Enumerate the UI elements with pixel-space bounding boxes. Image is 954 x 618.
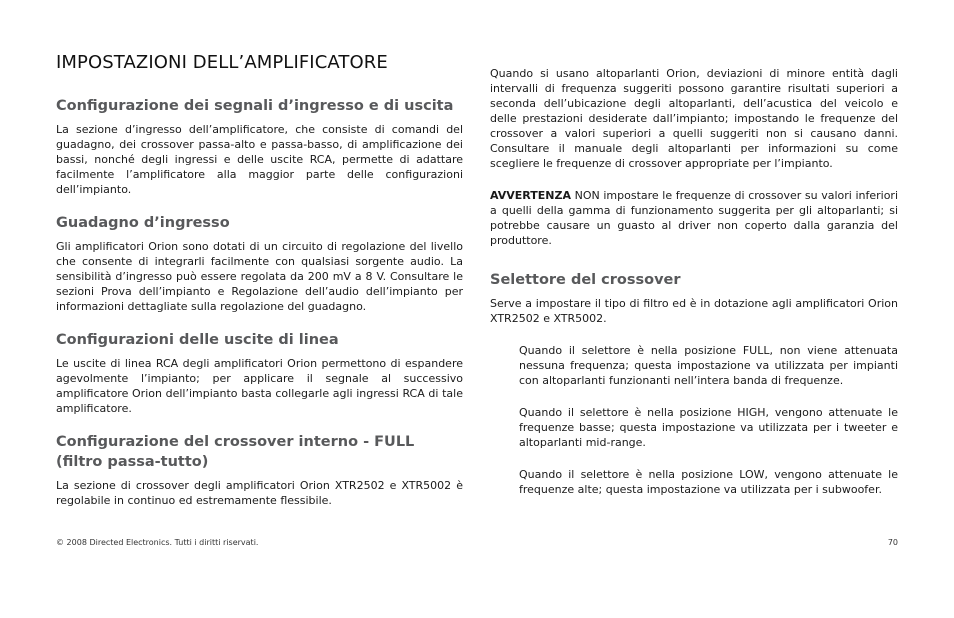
left-column: [56, 96, 463, 524]
section-line-outputs: [56, 330, 463, 416]
warning-label: AVVERTENZA: [490, 189, 571, 202]
section-input-gain: [56, 213, 463, 314]
section-io-config: [56, 96, 463, 197]
option-full: [519, 343, 898, 388]
option-high: [519, 405, 898, 450]
option-text: Quando il selettore è nella posizione HIGH, vengono attenuate le frequenze basse; questa impostazione va utilizzata per i tweeter e altoparlanti mid-range.: [519, 406, 898, 449]
warning-paragraph: [490, 188, 898, 248]
intro-text: Quando si usano altoparlanti Orion, deviazioni di minore entità dagli intervalli di frequenza suggeriti possono garantire risultati superiori a seconda dell’ubicazione degli altoparlanti, dell’acustica del veicolo e delle prestazioni desiderate dall’impianto; impostando le frequenze del crossover a valori superiori a quelli suggeriti non si causano danni. Consultare il manuale degli altoparlanti per informazioni su come scegliere le frequenze di crossover appropriate per l’impianto.: [490, 67, 898, 170]
section-text: Le uscite di linea RCA degli amplificatori Orion permettono di espandere agevolmente l’impianto; per applicare il segnale al successivo amplificatore Orion dell’impianto basta collegarle agli ingressi RCA di tale amplificatore.: [56, 357, 463, 415]
section-text: La sezione d’ingresso dell’amplificatore, che consiste di comandi del guadagno, dei crossover passa-alto e passa-basso, di amplificazione dei bassi, nonché degli ingressi e delle uscite RCA, permette di adattare facilmente l’amplificatore alla maggior parte delle configurazioni dell’impianto.: [56, 123, 463, 196]
right-column: [490, 66, 898, 514]
section-heading: Selettore del crossover: [490, 272, 681, 288]
warning-text: [490, 188, 898, 248]
copyright-notice: © 2008 Directed Electronics. Tutti i diritti riservati.: [56, 538, 259, 547]
option-text: Quando il selettore è nella posizione LOW, vengono attenuate le frequenze alte; questa impostazione va utilizzata per i subwoofer.: [519, 468, 898, 496]
section-heading: Guadagno d’ingresso: [56, 215, 230, 231]
section-text: Gli amplificatori Orion sono dotati di un circuito di regolazione del livello che consente di integrarli facilmente con qualsiasi sorgente audio. La sensibilità d’ingresso può essere regolata da 200 mV a 8 V. Consultare le sezioni Prova dell’impianto e Regolazione dell’audio dell’impianto per informazioni dettagliate sulla regolazione del guadagno.: [56, 240, 463, 313]
warning-body: NON impostare le frequenze di crossover su valori inferiori a quelli della gamma di funzionamento suggerita per gli altoparlanti; si potrebbe causare un guasto al driver non coperto dalla garanzia del produttore.: [490, 189, 898, 247]
page-number: 70: [887, 538, 898, 547]
section-text: La sezione di crossover degli amplificatori Orion XTR2502 e XTR5002 è regolabile in continuo ed estremamente flessibile.: [56, 479, 463, 507]
section-text: Serve a impostare il tipo di filtro ed è in dotazione agli amplificatori Orion XTR2502 e XTR5002.: [490, 297, 898, 325]
section-heading: Configurazioni delle uscite di linea: [56, 332, 339, 348]
option-text: Quando il selettore è nella posizione FULL, non viene attenuata nessuna frequenza; questa impostazione va utilizzata per impianti con altoparlanti funzionanti nell’intera banda di frequenze.: [519, 344, 898, 387]
section-crossover-selector: [490, 270, 898, 326]
intro-paragraph: [490, 66, 898, 171]
section-internal-crossover: [56, 432, 463, 508]
option-low: [519, 467, 898, 497]
page-title: IMPOSTAZIONI DELL’AMPLIFICATORE: [56, 52, 388, 73]
section-heading: Configurazione del crossover interno - FULL (filtro passa-tutto): [56, 434, 415, 470]
section-heading: Configurazione dei segnali d’ingresso e di uscita: [56, 98, 454, 114]
